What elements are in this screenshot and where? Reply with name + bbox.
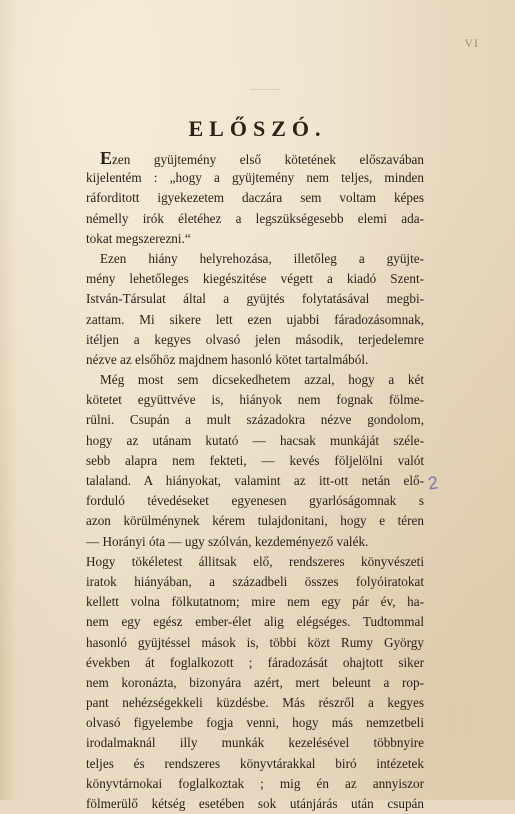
text-line: pant nehézségekkeli küzdésbe. Más részről a kegyes bbox=[86, 695, 424, 711]
text-line: kijelentém : „hogy a gyüjtemény nem teljes, minden bbox=[86, 170, 424, 186]
text-line: zattam. Mi sikere lett ezen ujabbi fáradozásomnak, bbox=[86, 311, 424, 327]
text-line: hogy az utánam kutató — hacsak munkáját széle- bbox=[86, 432, 424, 448]
text-line: ráforditott igyekezetem daczára sem voltam képes bbox=[86, 190, 424, 206]
text-line: tokat megszerezni.“ bbox=[86, 230, 191, 246]
text-line: években át foglalkozott ; fáradozását ohajtott siker bbox=[86, 654, 424, 670]
text-line: itéljen a kegyes olvasó jelen második, terjedelemre bbox=[86, 331, 424, 347]
text-line: — Horányi óta — ugy szólván, kezdeményező valék. bbox=[86, 533, 369, 549]
text-line: kötetet együttvéve is, hiányok nem fognak fölme- bbox=[86, 392, 424, 408]
page-heading: ELŐSZÓ. bbox=[188, 116, 327, 141]
text-line: teljes és rendszeres könyvtárakkal biró intézetek bbox=[86, 755, 424, 771]
text-line: iratok hiányában, a századbeli összes folyóiratokat bbox=[86, 573, 424, 589]
text-line: forduló tévedéseket egyenesen gyarlóságomnak s bbox=[86, 493, 424, 509]
text-line: irodalmaknál illy munkák kezelésével többnyire bbox=[86, 735, 424, 751]
text-line: azon körülménynek kérem tulajdonitani, hogy e téren bbox=[86, 513, 424, 529]
page-number: VI bbox=[464, 36, 479, 50]
text-line: Még most sem dicsekedhetem azzal, hogy a két bbox=[100, 372, 424, 388]
text-line: nézve az elsőhöz majdnem hasonló kötet tartalmából. bbox=[86, 351, 369, 367]
text-line: mény lehetőleges kiegészitése végett a kiadó Szent- bbox=[86, 271, 424, 287]
text-line: fölmerülő kétség esetében sok utánjárás után csupán bbox=[86, 796, 424, 811]
text-line: nem egy egész ember-élet alig elégséges. Tudtommal bbox=[86, 614, 424, 630]
text-line: Hogy tökéletest állitsak elő, rendszeres könyvészeti bbox=[86, 553, 424, 569]
text-line: kellett volna fölkutatnom; mire nem egy pár év, ha- bbox=[86, 594, 424, 610]
text-line: rülni. Csupán a mult századokra nézve gondolom, bbox=[86, 412, 424, 428]
text-line: hasonló gyüjtéssel mások is, többi közt Rumy György bbox=[86, 634, 424, 650]
text-line: olvasó figyelembe fogja venni, hogy más nemzetbeli bbox=[86, 715, 424, 731]
handwritten-margin-note: 2 bbox=[426, 472, 440, 494]
preface-body bbox=[86, 148, 424, 814]
faint-rule bbox=[250, 89, 280, 90]
text-line: Ezen hiány helyrehozása, illetőleg a gyüjte- bbox=[100, 250, 424, 266]
text-line bbox=[86, 148, 424, 168]
text-line: könyvtárnokai foglalkoztak ; mig én az annyiszor bbox=[86, 775, 424, 791]
text-line: talaland. A hiányokat, valamint az itt-ott netán elő- bbox=[86, 473, 424, 488]
text-line: sebb alapra nem fekteti, — kevés följelölni valót bbox=[86, 452, 424, 468]
line-text: zen gyüjtemény első kötetének előszavában bbox=[112, 152, 424, 167]
text-line: nem koronázta, bizonyára azért, mert beleunt a rop- bbox=[86, 674, 424, 690]
text-line: István-Társulat által a gyüjtés folytatásával megbi- bbox=[86, 291, 424, 307]
initial-letter: E bbox=[100, 148, 113, 168]
text-line: némelly irók életéhez a legszükségesebb elemi ada- bbox=[86, 210, 424, 226]
